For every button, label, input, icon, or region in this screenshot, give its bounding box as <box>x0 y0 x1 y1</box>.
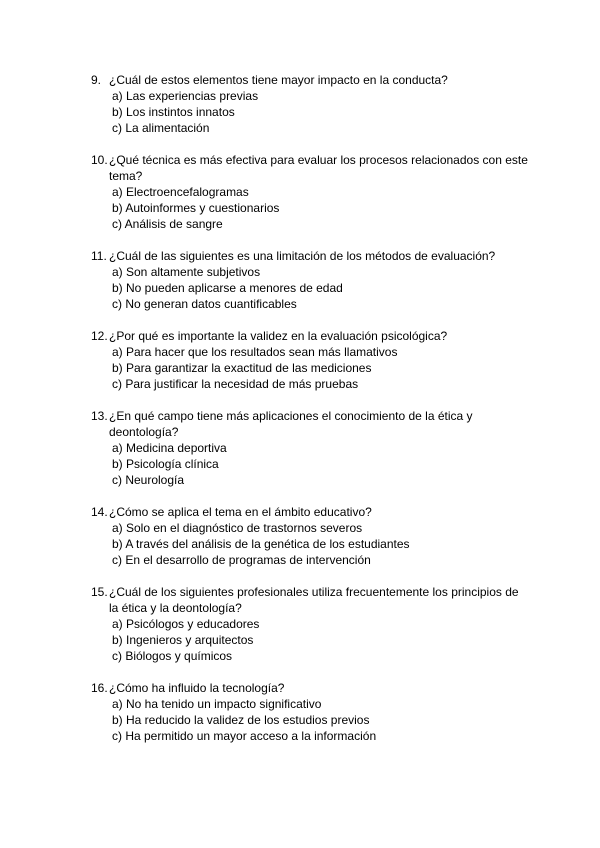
option-c: c) Para justificar la necesidad de más pruebas <box>112 377 359 391</box>
option-c: c) Análisis de sangre <box>112 217 223 231</box>
answer-options <box>91 264 531 312</box>
option-a: a) Son altamente subjetivos <box>112 265 261 279</box>
option-a: a) Para hacer que los resultados sean más llamativos <box>112 345 398 359</box>
answer-options <box>91 616 531 664</box>
question-header <box>91 584 531 616</box>
answer-options <box>91 520 531 568</box>
answer-options <box>91 696 531 744</box>
question-header <box>91 408 531 440</box>
question-text: ¿Cuál de estos elementos tiene mayor impacto en la conducta? <box>109 73 448 87</box>
option-b: b) Ha reducido la validez de los estudios previos <box>112 713 370 727</box>
option-c: c) Ha permitido un mayor acceso a la información <box>112 729 377 743</box>
question-header <box>91 328 531 344</box>
question-number: 9. <box>91 73 102 87</box>
option-a: a) Psicólogos y educadores <box>112 617 260 631</box>
answer-options <box>91 184 531 232</box>
option-b: b) A través del análisis de la genética de los estudiantes <box>112 537 410 551</box>
question-text: ¿Cómo se aplica el tema en el ámbito educativo? <box>109 505 372 519</box>
question-15 <box>91 584 531 664</box>
question-10 <box>91 152 531 232</box>
question-16 <box>91 680 531 744</box>
question-header <box>91 72 531 88</box>
option-b: b) Ingenieros y arquitectos <box>112 633 254 647</box>
option-c: c) La alimentación <box>112 121 210 135</box>
question-text: ¿En qué campo tiene más aplicaciones el conocimiento de la ética y deontología? <box>109 409 473 439</box>
question-number: 16. <box>91 681 108 695</box>
option-b: b) Los instintos innatos <box>112 105 235 119</box>
question-number: 12. <box>91 329 108 343</box>
question-12 <box>91 328 531 392</box>
option-b: b) Para garantizar la exactitud de las mediciones <box>112 361 372 375</box>
option-a: a) Las experiencias previas <box>112 89 259 103</box>
option-a: a) No ha tenido un impacto significativo <box>112 697 322 711</box>
option-c: c) Biólogos y químicos <box>112 649 233 663</box>
question-text: ¿Por qué es importante la validez en la evaluación psicológica? <box>109 329 448 343</box>
question-11 <box>91 248 531 312</box>
question-number: 13. <box>91 409 108 423</box>
option-b: b) Psicología clínica <box>112 457 219 471</box>
question-number: 11. <box>91 249 107 263</box>
question-header <box>91 680 531 696</box>
question-text: ¿Cuál de las siguientes es una limitación de los métodos de evaluación? <box>109 249 496 263</box>
answer-options <box>91 88 531 136</box>
answer-options <box>91 344 531 392</box>
question-text: ¿Cuál de los siguientes profesionales utiliza frecuentemente los principios de la ética y la deontología? <box>109 585 519 615</box>
question-13 <box>91 408 531 488</box>
question-header <box>91 152 531 184</box>
option-b: b) No pueden aplicarse a menores de edad <box>112 281 343 295</box>
question-9 <box>91 72 531 136</box>
question-text: ¿Cómo ha influido la tecnología? <box>109 681 285 695</box>
option-c: c) En el desarrollo de programas de intervención <box>112 553 371 567</box>
question-number: 14. <box>91 505 108 519</box>
option-c: c) Neurología <box>112 473 185 487</box>
question-header <box>91 504 531 520</box>
question-text: ¿Qué técnica es más efectiva para evaluar los procesos relacionados con este tema? <box>109 153 528 183</box>
option-b: b) Autoinformes y cuestionarios <box>112 201 280 215</box>
question-header <box>91 248 531 264</box>
option-a: a) Solo en el diagnóstico de trastornos severos <box>112 521 363 535</box>
question-number: 10. <box>91 153 108 167</box>
answer-options <box>91 440 531 488</box>
option-c: c) No generan datos cuantificables <box>112 297 297 311</box>
option-a: a) Medicina deportiva <box>112 441 227 455</box>
question-14 <box>91 504 531 568</box>
option-a: a) Electroencefalogramas <box>112 185 249 199</box>
question-number: 15. <box>91 585 108 599</box>
